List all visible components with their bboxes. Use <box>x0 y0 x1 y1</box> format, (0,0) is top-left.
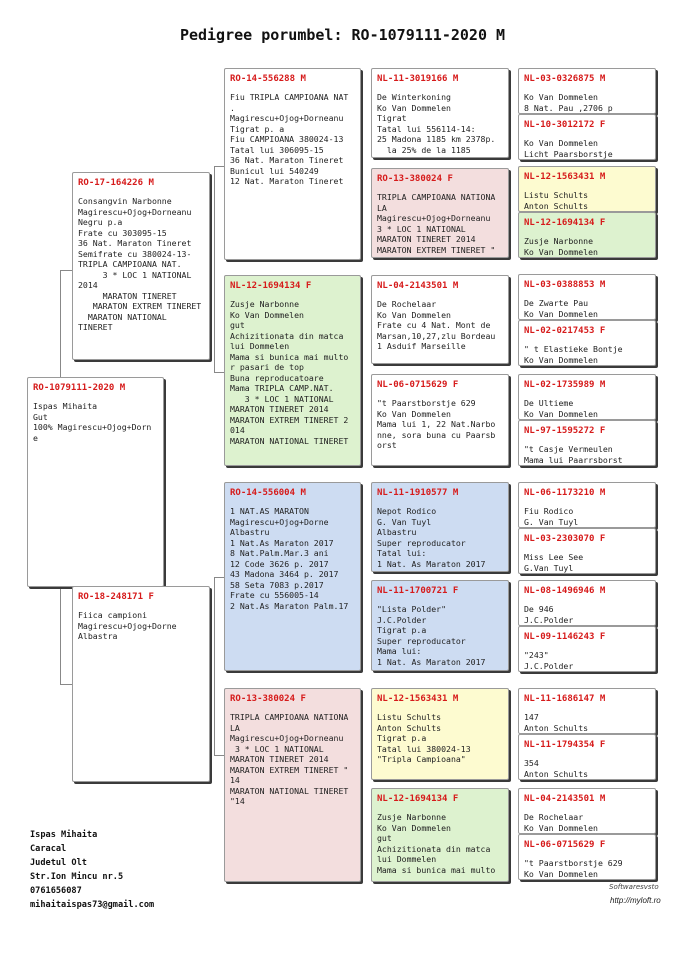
pigeon-card-ggp-8[interactable] <box>371 788 509 882</box>
ring-number: RO-13-380024 F <box>230 694 306 704</box>
pigeon-details: TRIPLA CAMPIOANA NATIONA LA Magirescu+Ojog+Dorneanu 3 * LOC 1 NATIONAL MARATON TINERET 2014 MARATON EXTREM TINERET " <box>377 192 496 255</box>
pigeon-card-sire-dam[interactable] <box>224 275 361 466</box>
pigeon-card-gggp-10[interactable] <box>518 528 656 574</box>
pigeon-card-gggp-14[interactable] <box>518 734 656 780</box>
pigeon-details: Consangvin Narbonne Magirescu+Ojog+Dorneanu Negru p.a Frate cu 303095-15 36 Nat. Maraton Tineret Semifrate cu 380024-13- TRIPLA CAMPIOANA NAT. 3 * LOC 1 NATIONAL 2014 MARATON TINERET MARATON EXTREM TINERET MARATON NATIONAL TINERET <box>78 196 202 332</box>
pigeon-card-ggp-4[interactable] <box>371 374 509 466</box>
connector-line <box>60 270 72 271</box>
connector-line <box>214 166 215 372</box>
pigeon-card-gggp-2[interactable] <box>518 114 656 160</box>
pigeon-details: Ko Van Dommelen Licht Paarsborstje <box>524 138 613 159</box>
ring-number: NL-11-3019166 M <box>377 74 459 84</box>
pigeon-details: Ko Van Dommelen 8 Nat. Pau ,2706 p <box>524 92 613 113</box>
connector-line <box>214 372 224 373</box>
pigeon-details: Fiu TRIPLA CAMPIOANA NAT . Magirescu+Ojog+Dorneanu Tigrat p. a Fiu CAMPIOANA 380024-13 Tatal lui 306095-15 36 Nat. Maraton Tineret Bunicul lui 540249 12 Nat. Maraton Tineret <box>230 92 349 186</box>
ring-number: NL-11-1686147 M <box>524 694 606 704</box>
ring-number: NL-02-0217453 F <box>524 326 606 336</box>
connector-line <box>214 577 224 578</box>
pigeon-details: Listu Schults Anton Schults <box>524 190 589 211</box>
pigeon-details: Zusje Narbonne Ko Van Dommelen gut Achizitionata din matca lui Dommelen Mama si bunica mai multo <box>377 812 496 875</box>
pigeon-card-subject[interactable] <box>27 377 164 587</box>
owner-county: Judetul Olt <box>30 858 87 868</box>
pigeon-card-sire-sire[interactable] <box>224 68 361 260</box>
pigeon-details: Zusje Narbonne Ko Van Dommelen <box>524 236 598 257</box>
pigeon-card-gggp-13[interactable] <box>518 688 656 734</box>
connector-line <box>214 755 224 756</box>
owner-info <box>30 828 154 912</box>
ring-number: RO-17-164226 M <box>78 178 154 188</box>
pigeon-details: De Rochelaar Ko Van Dommelen Frate cu 4 Nat. Mont de Marsan,10,27,zlu Bordeau 1 Asduif Marseille <box>377 299 496 351</box>
ring-number: NL-12-1563431 M <box>377 694 459 704</box>
pigeon-details: De 946 J.C.Polder <box>524 604 574 625</box>
pigeon-details: De Ultieme Ko Van Dommelen <box>524 398 598 419</box>
pigeon-details: De Zwarte Pau Ko Van Dommelen <box>524 298 598 319</box>
pigeon-details: Listu Schults Anton Schults Tigrat p.a Tatal lui 380024-13 "Tripla Campioana" <box>377 712 471 764</box>
ring-number: NL-06-1173210 M <box>524 488 606 498</box>
pigeon-card-gggp-7[interactable] <box>518 374 656 420</box>
pigeon-details: Fiu Rodico G. Van Tuyl <box>524 506 579 527</box>
owner-name: Ispas Mihaita <box>30 830 98 840</box>
ring-number: NL-12-1694134 F <box>377 794 459 804</box>
ring-number: NL-97-1595272 F <box>524 426 606 436</box>
pigeon-card-dam-dam[interactable] <box>224 688 361 882</box>
ring-number: NL-11-1910577 M <box>377 488 459 498</box>
pigeon-details: "t Paarstborstje 629 Ko Van Dommelen Mama lui 1, 22 Nat.Narbo nne, sora buna cu Paarsb orst <box>377 398 496 450</box>
ring-number: RO-18-248171 F <box>78 592 154 602</box>
ring-number: NL-12-1694134 F <box>524 218 606 228</box>
pigeon-card-gggp-11[interactable] <box>518 580 656 626</box>
pigeon-details: 147 Anton Schults <box>524 712 589 733</box>
pigeon-card-gggp-16[interactable] <box>518 834 656 880</box>
website-link[interactable]: http://myloft.ro <box>610 896 661 905</box>
pigeon-details: TRIPLA CAMPIOANA NATIONA LA Magirescu+Ojog+Dorneanu 3 * LOC 1 NATIONAL MARATON TINERET 2014 MARATON EXTREM TINERET " 14 MARATON NATIONAL TINERET "14 <box>230 712 349 806</box>
ring-number: NL-11-1700721 F <box>377 586 459 596</box>
ring-number: RO-14-556004 M <box>230 488 306 498</box>
pigeon-details: 354 Anton Schults <box>524 758 589 779</box>
ring-number: NL-09-1146243 F <box>524 632 606 642</box>
owner-phone: 0761656087 <box>30 886 82 896</box>
pigeon-details: "t Casje Vermeulen Mama lui Paarrsborst <box>524 444 623 465</box>
page-title: Pedigree porumbel: RO-1079111-2020 M <box>179 26 506 44</box>
ring-number: NL-10-3012172 F <box>524 120 606 130</box>
ring-number: NL-02-1735989 M <box>524 380 606 390</box>
pigeon-card-ggp-3[interactable] <box>371 275 509 364</box>
ring-number: NL-03-0326875 M <box>524 74 606 84</box>
pigeon-card-gggp-1[interactable] <box>518 68 656 114</box>
ring-number: NL-12-1563431 M <box>524 172 606 182</box>
ring-number: NL-03-2303070 F <box>524 534 606 544</box>
pigeon-card-gggp-6[interactable] <box>518 320 656 366</box>
ring-number: NL-03-0388853 M <box>524 280 606 290</box>
pigeon-details: De Rochelaar Ko Van Dommelen <box>524 812 598 833</box>
software-signature: Softwaresvsto <box>609 883 659 891</box>
pigeon-card-gggp-4[interactable] <box>518 212 656 258</box>
pigeon-card-gggp-8[interactable] <box>518 420 656 466</box>
pigeon-card-ggp-2[interactable] <box>371 168 509 258</box>
connector-line <box>214 577 215 755</box>
pigeon-details: Ispas Mihaita Gut 100% Magirescu+Ojog+Dorn e <box>33 401 152 443</box>
connector-line <box>214 166 224 167</box>
pigeon-details: Nepot Rodico G. Van Tuyl Albastru Super reproducator Tatal lui: 1 Nat. As Maraton 2017 <box>377 506 486 569</box>
pigeon-card-ggp-7[interactable] <box>371 688 509 780</box>
pigeon-details: Miss Lee See G.Van Tuyl <box>524 552 584 573</box>
pigeon-details: "t Paarstborstje 629 Ko Van Dommelen <box>524 858 623 879</box>
pigeon-card-dam-sire[interactable] <box>224 482 361 671</box>
pigeon-card-ggp-1[interactable] <box>371 68 509 158</box>
ring-number: NL-12-1694134 F <box>230 281 312 291</box>
ring-number: NL-08-1496946 M <box>524 586 606 596</box>
pigeon-details: 1 NAT.AS MARATON Magirescu+Ojog+Dorne Albastru 1 Nat.As Maraton 2017 8 Nat.Palm.Mar.3 ani 12 Code 3626 p. 2017 43 Madona 3464 p. 2017 58 Seta 7083 p.2017 Frate cu 556005-14 2 Nat.As Maraton Palm.17 <box>230 506 349 611</box>
pigeon-details: "243" J.C.Polder <box>524 650 574 671</box>
ring-number: RO-1079111-2020 M <box>33 383 126 393</box>
pigeon-details: Zusje Narbonne Ko Van Dommelen gut Achizitionata din matca lui Dommelen Mama si bunica mai multo r pasari de top Buna reproducatoare Mama TRIPLA CAMP.NAT. 3 * LOC 1 NATIONAL MARATON TINERET 2014 MARATON EXTREM TINERET 2 014 MARATON NATIONAL TINERET <box>230 299 349 446</box>
ring-number: NL-06-0715629 F <box>377 380 459 390</box>
pigeon-card-gggp-5[interactable] <box>518 274 656 320</box>
ring-number: NL-04-2143501 M <box>377 281 459 291</box>
ring-number: NL-04-2143501 M <box>524 794 606 804</box>
pigeon-details: "Lista Polder" J.C.Polder Tigrat p.a Super reproducator Mama lui: 1 Nat. As Maraton 2017 <box>377 604 486 667</box>
ring-number: RO-14-556288 M <box>230 74 306 84</box>
pigeon-card-gggp-3[interactable] <box>518 166 656 212</box>
pigeon-card-dam[interactable] <box>72 586 210 782</box>
pigeon-details: " t Elastieke Bontje Ko Van Dommelen <box>524 344 623 365</box>
pigeon-details: De Winterkoning Ko Van Dommelen Tigrat Tatal lui 556114-14: 25 Madona 1185 km 2378p. la 25% de la 1185 <box>377 92 496 155</box>
pigeon-card-ggp-6[interactable] <box>371 580 509 671</box>
pigeon-details: Fiica campioni Magirescu+Ojog+Dorne Albastra <box>78 610 177 641</box>
owner-email[interactable]: mihaitaispas73@gmail.com <box>30 900 155 910</box>
owner-city: Caracal <box>30 844 67 854</box>
ring-number: RO-13-380024 F <box>377 174 453 184</box>
ring-number: NL-06-0715629 F <box>524 840 606 850</box>
owner-street: Str.Ion Mincu nr.5 <box>30 872 124 882</box>
pigeon-card-gggp-12[interactable] <box>518 626 656 672</box>
connector-line <box>60 684 72 685</box>
pigeon-card-gggp-15[interactable] <box>518 788 656 834</box>
pigeon-card-ggp-5[interactable] <box>371 482 509 572</box>
ring-number: NL-11-1794354 F <box>524 740 606 750</box>
pigeon-card-gggp-9[interactable] <box>518 482 656 528</box>
pigeon-card-sire[interactable] <box>72 172 210 360</box>
